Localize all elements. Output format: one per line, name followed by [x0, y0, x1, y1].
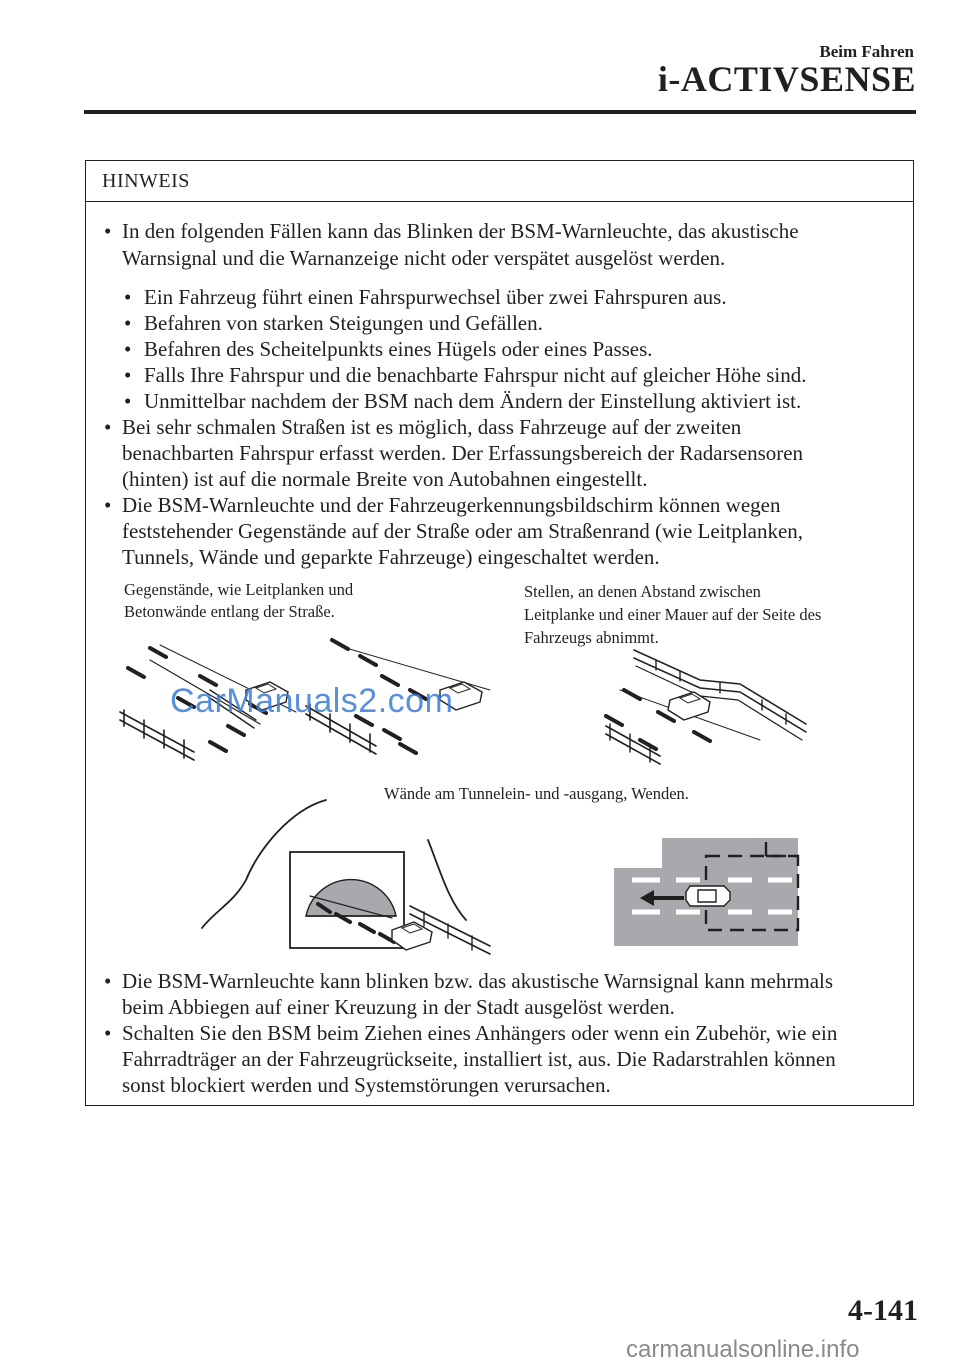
item2-line-2: feststehender Gegenstände auf der Straße oder am Straßenrand (wie Leitplanken,: [122, 519, 804, 543]
page-number: 4-141: [848, 1294, 918, 1327]
note-title: HINWEIS: [102, 170, 190, 192]
bullet: •: [104, 1021, 112, 1045]
intro-line-2: Warnsignal und die Warnanzeige nicht oder verspätet ausgelöst werden.: [122, 246, 726, 270]
watermark: CarManuals2.com: [170, 682, 454, 720]
section-title: Beim Fahren: [819, 42, 914, 61]
item2-line-1: Die BSM-Warnleuchte und der Fahrzeugerkennungsbildschirm können wegen: [122, 493, 781, 517]
bullet: •: [104, 969, 112, 993]
caption-narrowing-2: Leitplanke und einer Mauer auf der Seite des: [524, 605, 822, 624]
item2-line-3: Tunnels, Wände und geparkte Fahrzeuge) eingeschaltet werden.: [122, 545, 660, 569]
caption-guardrails-1: Gegenstände, wie Leitplanken und: [124, 580, 354, 599]
bullet: •: [104, 219, 112, 243]
sub-bullet: •: [124, 363, 132, 387]
item3-line-2: beim Abbiegen auf einer Kreuzung in der Stadt ausgelöst werden.: [122, 995, 675, 1019]
sub-bullet: •: [124, 389, 132, 413]
intro-line-1: In den folgenden Fällen kann das Blinken der BSM-Warnleuchte, das akustische: [122, 219, 799, 243]
item1-line-1: Bei sehr schmalen Straßen ist es möglich, dass Fahrzeuge auf der zweiten: [122, 415, 742, 439]
item1-line-3: (hinten) ist auf die normale Breite von Autobahnen eingestellt.: [122, 467, 648, 491]
subitem-2: Befahren von starken Steigungen und Gefällen.: [144, 311, 543, 335]
subitem-1: Ein Fahrzeug führt einen Fahrspurwechsel über zwei Fahrspuren aus.: [144, 285, 727, 309]
caption-narrowing-3: Fahrzeugs abnimmt.: [524, 628, 659, 647]
sub-bullet: •: [124, 337, 132, 361]
caption-narrowing-1: Stellen, an denen Abstand zwischen: [524, 582, 761, 601]
subitem-3: Befahren des Scheitelpunkts eines Hügels oder eines Passes.: [144, 337, 653, 361]
item4-line-3: sonst blockiert werden und Systemstörungen verursachen.: [122, 1073, 611, 1097]
item4-line-1: Schalten Sie den BSM beim Ziehen eines Anhängers oder wenn ein Zubehör, wie ein: [122, 1021, 838, 1045]
item4-line-2: Fahrradträger an der Fahrzeugrückseite, installiert ist, aus. Die Radarstrahlen können: [122, 1047, 836, 1071]
item3-line-1: Die BSM-Warnleuchte kann blinken bzw. das akustische Warnsignal kann mehrmals: [122, 969, 834, 993]
caption-tunnel: Wände am Tunnelein- und -ausgang, Wenden.: [384, 784, 689, 803]
subitem-5: Unmittelbar nachdem der BSM nach dem Ändern der Einstellung aktiviert ist.: [144, 389, 802, 413]
bullet: •: [104, 415, 112, 439]
bullet: •: [104, 493, 112, 517]
sub-bullet: •: [124, 311, 132, 335]
subitem-4: Falls Ihre Fahrspur und die benachbarte Fahrspur nicht auf gleicher Höhe sind.: [144, 363, 807, 387]
caption-guardrails-2: Betonwände entlang der Straße.: [124, 602, 335, 621]
item1-line-2: benachbarten Fahrspur erfasst werden. Der Erfassungsbereich der Radarsensoren: [122, 441, 804, 465]
chapter-title: i-ACTIVSENSE: [657, 59, 916, 99]
site-watermark: carmanualsonline.info: [626, 1336, 860, 1363]
sub-bullet: •: [124, 285, 132, 309]
